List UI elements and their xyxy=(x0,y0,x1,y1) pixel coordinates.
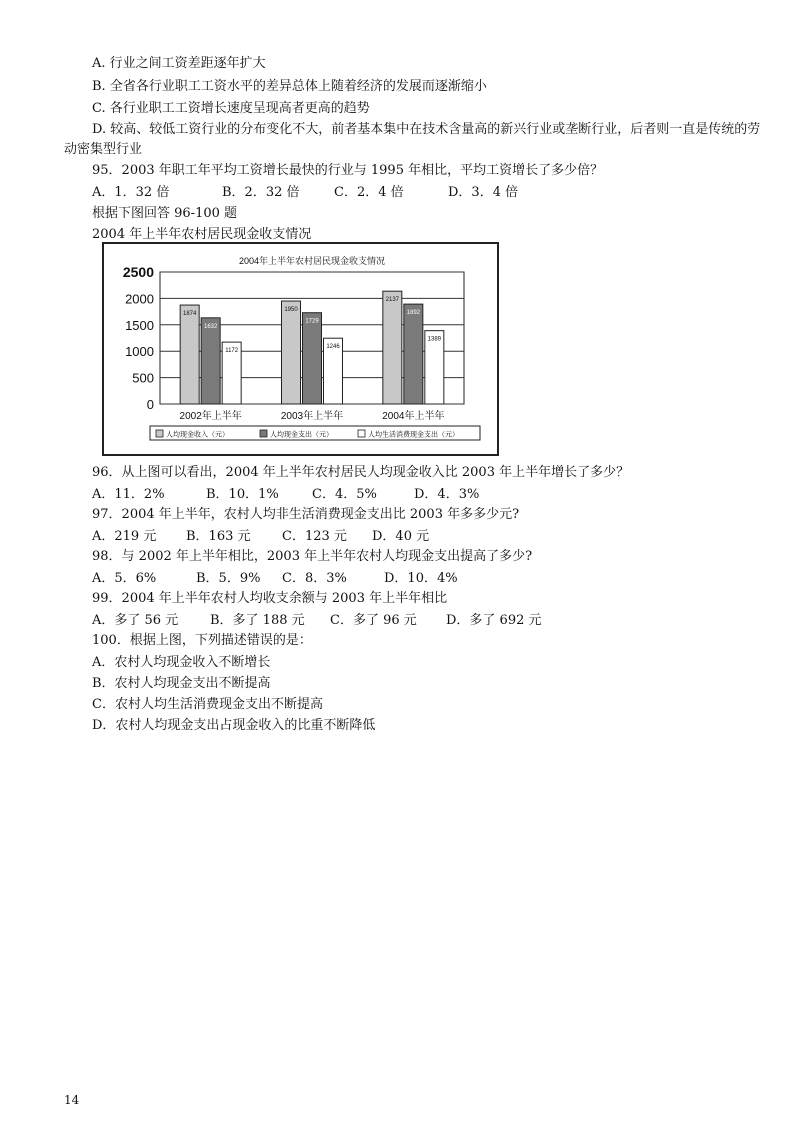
q97-option-b: B．163 元 xyxy=(186,529,251,544)
y-tick-label: 500 xyxy=(132,370,154,386)
q99-question: 99．2004 年上半年农村人均收支余额与 2003 年上半年相比 xyxy=(92,591,448,606)
bar xyxy=(303,313,322,404)
prev-option-a: A. 行业之间工资差距逐年扩大 xyxy=(92,56,266,71)
y-tick-label: 0 xyxy=(146,397,154,412)
bar-chart-svg xyxy=(104,244,497,454)
legend-swatch xyxy=(358,430,365,437)
legend-label: 人均生活消费现金支出（元） xyxy=(368,431,459,439)
q95-option-d: D．3．4 倍 xyxy=(448,185,519,200)
bar xyxy=(201,318,220,404)
bar-data-label: 1632 xyxy=(203,323,218,330)
legend-swatch xyxy=(260,430,267,437)
q97-option-a: A．219 元 xyxy=(92,529,157,544)
q100-option-b: B．农村人均现金支出不断提高 xyxy=(92,676,271,691)
q100-option-a: A．农村人均现金收入不断增长 xyxy=(92,655,271,670)
q100-option-c: C．农村人均生活消费现金支出不断提高 xyxy=(92,697,323,712)
q99-option-c: C．多了 96 元 xyxy=(330,613,417,628)
q96-question: 96．从上图可以看出，2004 年上半年农村居民人均现金收入比 2003 年上半年增长了多少？ xyxy=(92,465,630,480)
q97-option-c: C．123 元 xyxy=(282,529,347,544)
q96-option-d: D．4．3% xyxy=(414,487,480,502)
y-tick-label: 1500 xyxy=(125,317,154,333)
prev-option-b: B. 全省各行业职工工资水平的差异总体上随着经济的发展而逐渐缩小 xyxy=(92,79,487,94)
q99-option-a: A．多了 56 元 xyxy=(92,613,179,628)
chart-caption: 2004 年上半年农村居民现金收支情况 xyxy=(92,227,312,242)
q99-option-b: B．多了 188 元 xyxy=(210,613,305,628)
bar xyxy=(282,301,301,404)
q95-question: 95．2003 年职工年平均工资增长最快的行业与 1995 年相比，平均工资增长了多少倍？ xyxy=(92,163,604,178)
bar-data-label: 2137 xyxy=(385,297,400,304)
q98-option-b: B．5．9% xyxy=(196,571,261,586)
bar xyxy=(383,291,402,404)
y-tick-label: 1000 xyxy=(125,344,154,360)
bar xyxy=(404,304,423,404)
page-number: 14 xyxy=(64,1093,80,1107)
legend-swatch xyxy=(156,430,163,437)
q99-option-d: D．多了 692 元 xyxy=(446,613,542,628)
prev-option-d: D. 较高、较低工资行业的分布变化不大，前者基本集中在技术含量高的新兴行业或垄断行业，后者则一直是传统的劳动密集型行业 xyxy=(64,122,761,157)
bar-data-label: 1729 xyxy=(305,318,319,325)
q95-option-a: A．1．32 倍 xyxy=(92,185,170,200)
bar-data-label: 1950 xyxy=(284,307,298,314)
prev-option-c: C. 各行业职工工资增长速度呈现高者更高的趋势 xyxy=(92,101,370,116)
q95-option-c: C．2．4 倍 xyxy=(334,185,404,200)
bar-data-label: 1172 xyxy=(225,348,239,355)
q97-question: 97．2004 年上半年，农村人均非生活消费现金支出比 2003 年多多少元? xyxy=(92,507,520,522)
q97-option-d: D．40 元 xyxy=(372,529,430,544)
section-intro: 根据下图回答 96-100 题 xyxy=(92,206,238,221)
q98-option-d: D．10．4% xyxy=(384,571,458,586)
bar-data-label: 1389 xyxy=(427,336,442,343)
bar-data-label: 1246 xyxy=(326,344,340,351)
y-tick-label: 2500 xyxy=(122,264,154,280)
q100-option-d: D．农村人均现金支出占现金收入的比重不断降低 xyxy=(92,718,376,733)
legend-label: 人均现金收入（元） xyxy=(166,431,229,439)
q98-option-a: A．5．6% xyxy=(92,571,157,586)
q100-question: 100．根据上图，下列描述错误的是： xyxy=(92,633,312,648)
x-tick-label: 2003年上半年 xyxy=(280,411,344,422)
y-tick-label: 2000 xyxy=(125,291,154,307)
q98-question: 98．与 2002 年上半年相比，2003 年上半年农村人均现金支出提高了多少? xyxy=(92,549,533,564)
q96-option-a: A．11．2% xyxy=(92,487,165,502)
bar-chart xyxy=(102,242,499,456)
x-tick-label: 2002年上半年 xyxy=(179,411,242,422)
bar xyxy=(180,305,199,404)
q95-option-b: B．2．32 倍 xyxy=(222,185,300,200)
bar-data-label: 1874 xyxy=(182,311,197,318)
bar-data-label: 1892 xyxy=(406,310,421,317)
chart-title: 2004年上半年农村居民现金收支情况 xyxy=(238,256,386,266)
x-tick-label: 2004年上半年 xyxy=(382,411,445,422)
q98-option-c: C．8．3% xyxy=(282,571,347,586)
legend-label: 人均现金支出（元） xyxy=(270,431,333,439)
q96-option-c: C．4．5% xyxy=(312,487,377,502)
q96-option-b: B．10．1% xyxy=(206,487,279,502)
